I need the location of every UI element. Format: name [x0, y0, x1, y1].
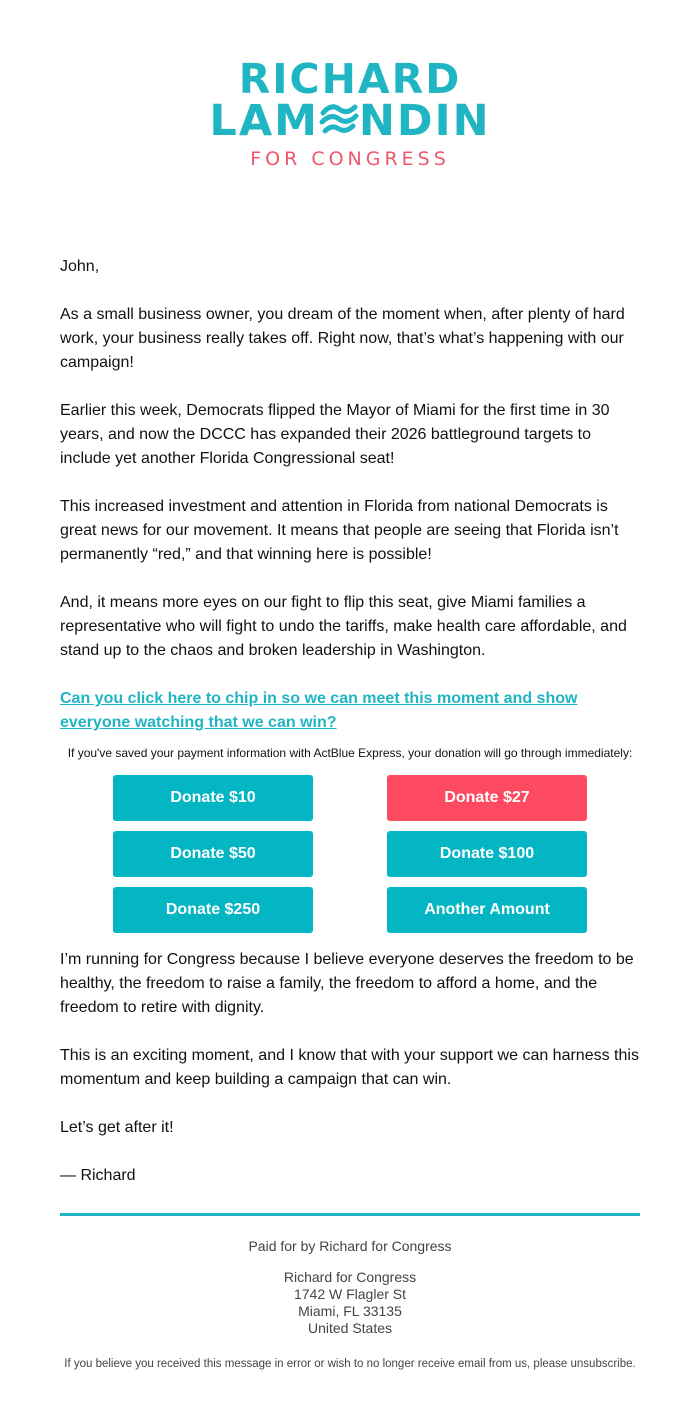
- logo-last-name-start: LAM: [209, 96, 319, 146]
- body-paragraph: Earlier this week, Democrats flipped the Mayor of Miami for the first time in 30 years, and now the DCCC has expanded their 2026 battleground targets to include yet another Florida Congressional seat!: [60, 402, 610, 467]
- body-paragraph: As a small business owner, you dream of the moment when, after plenty of hard work, your business really takes off. Right now, that’s what’s happening with our campaign!: [60, 306, 625, 371]
- email-closing: [60, 948, 640, 1212]
- footer-divider: [60, 1213, 640, 1216]
- donate-27-button[interactable]: Donate $27: [387, 775, 587, 821]
- donate-button-grid: [60, 775, 640, 945]
- donate-cta-link[interactable]: Can you click here to chip in so we can meet this moment and show everyone watching that we can win?: [60, 690, 578, 731]
- closing-paragraph: Let’s get after it!: [60, 1119, 174, 1136]
- actblue-note: If you've saved your payment information with ActBlue Express, your donation will go through immediately:: [67, 746, 633, 760]
- address-line: Miami, FL 33135: [298, 1303, 402, 1319]
- mailing-address: [60, 1269, 640, 1337]
- logo-subtitle: FOR CONGRESS: [250, 148, 450, 170]
- donate-other-amount-button[interactable]: Another Amount: [387, 887, 587, 933]
- body-paragraph: And, it means more eyes on our fight to flip this seat, give Miami families a representative who will fight to undo the tariffs, make health care affordable, and stand up to the chaos and broken leadership in Washington.: [60, 594, 627, 659]
- address-line: 1742 W Flagler St: [293, 1286, 407, 1302]
- signature: — Richard: [60, 1167, 136, 1184]
- campaign-logo: [0, 55, 700, 170]
- donate-250-button[interactable]: Donate $250: [113, 887, 313, 933]
- email-footer: [60, 1237, 640, 1372]
- address-line: Richard for Congress: [283, 1269, 417, 1285]
- email-body: [60, 255, 640, 945]
- unsubscribe-notice[interactable]: If you believe you received this message in error or wish to no longer receive email from us, please unsubscribe.: [64, 1358, 636, 1370]
- wave-icon: [319, 100, 359, 142]
- greeting: John,: [60, 258, 100, 275]
- address-line: United States: [307, 1320, 393, 1336]
- logo-last-name: [0, 96, 700, 146]
- logo-last-name-end: NDIN: [358, 96, 491, 146]
- donate-100-button[interactable]: Donate $100: [387, 831, 587, 877]
- donate-10-button[interactable]: Donate $10: [113, 775, 313, 821]
- logo-first-name: RICHARD: [238, 55, 462, 103]
- body-paragraph: This increased investment and attention in Florida from national Democrats is great news for our movement. It means that people are seeing that Florida isn’t permanently “red,” and that winning here is possible!: [60, 498, 619, 563]
- closing-paragraph: This is an exciting moment, and I know that with your support we can harness this momentum and keep building a campaign that can win.: [60, 1047, 639, 1088]
- paid-for-disclaimer: Paid for by Richard for Congress: [248, 1238, 452, 1254]
- closing-paragraph: I’m running for Congress because I believe everyone deserves the freedom to be healthy, the freedom to raise a family, the freedom to afford a home, and the freedom to retire with dignity.: [60, 951, 634, 1016]
- donate-50-button[interactable]: Donate $50: [113, 831, 313, 877]
